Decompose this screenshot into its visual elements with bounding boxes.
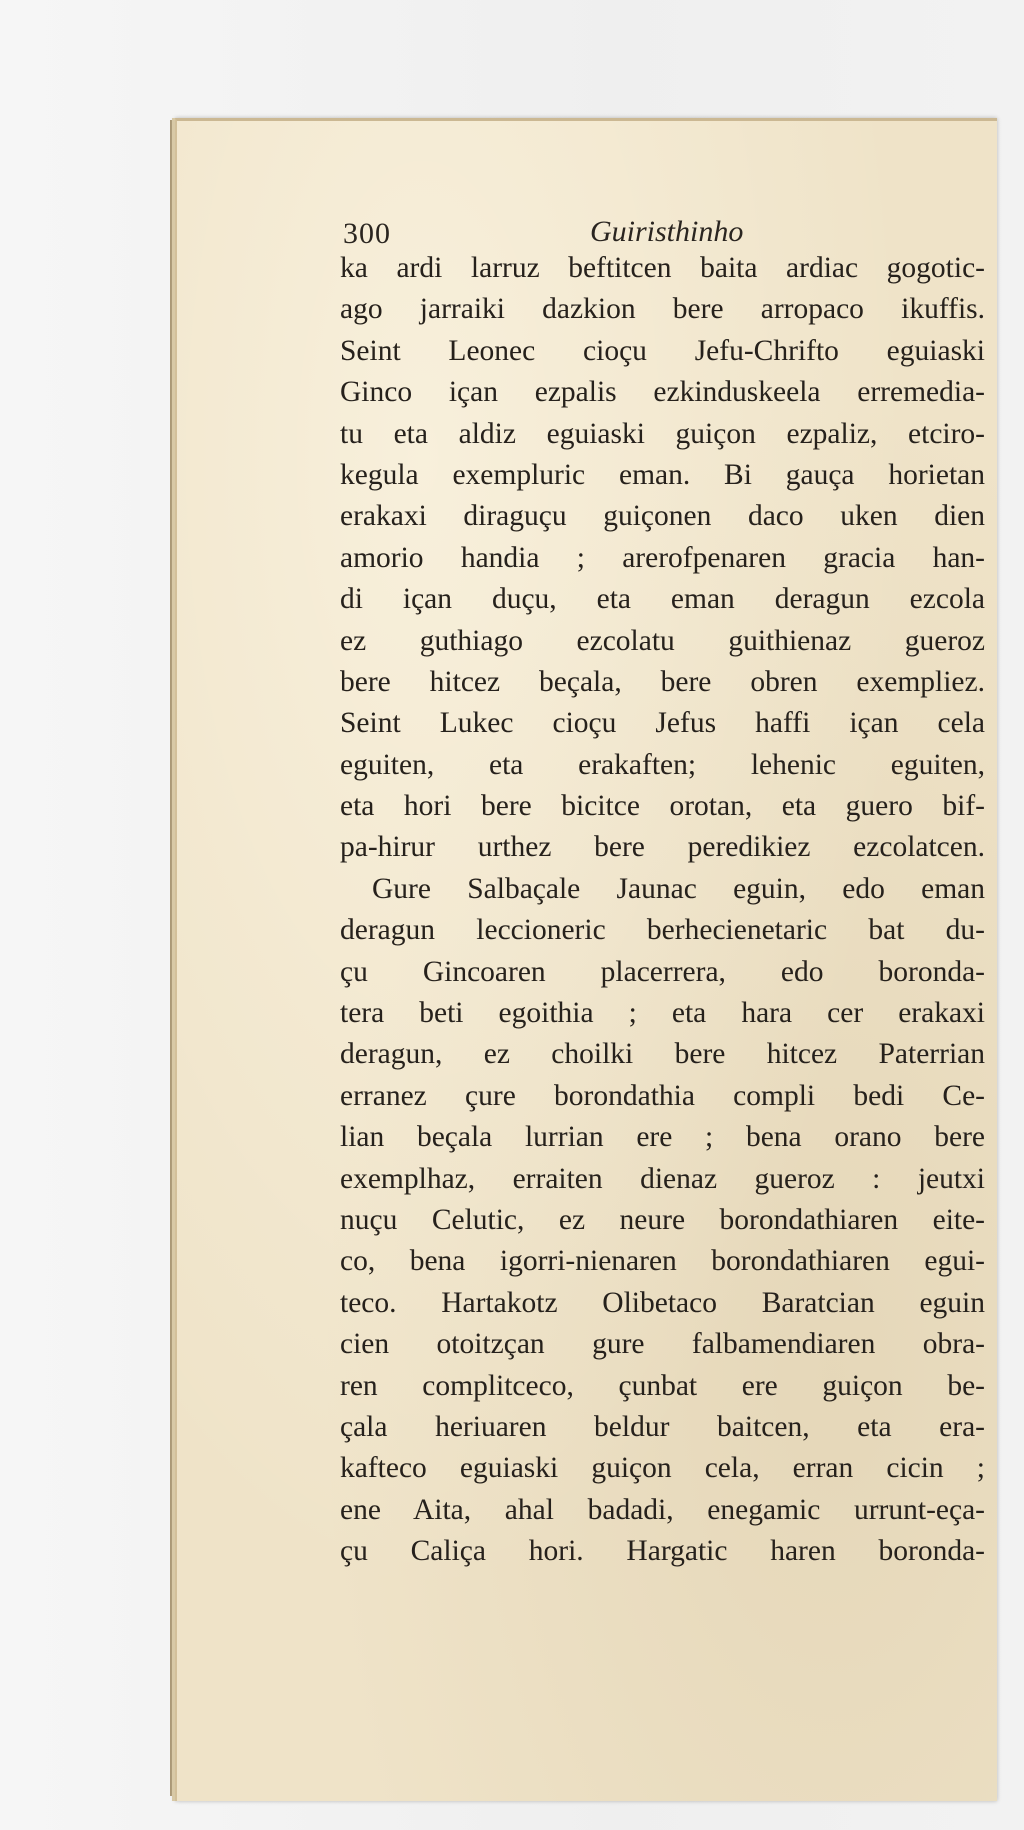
text-line: tu eta aldiz eguiaski guiçon ezpaliz, etciro- — [340, 417, 985, 450]
text-line: çala heriuaren beldur baitcen, eta era- — [340, 1410, 985, 1443]
text-line: ene Aita, ahal badadi, enegamic urrunt-eça- — [340, 1493, 985, 1526]
text-line: lian beçala lurrian ere ; bena orano bere — [340, 1121, 985, 1154]
text-line: cien otoitzçan gure falbamendiaren obra- — [340, 1328, 985, 1361]
text-line: eta hori bere bicitce orotan, eta guero bif- — [340, 790, 985, 823]
text-line: amorio handia ; arerofpenaren gracia han- — [340, 541, 985, 574]
text-line: Gure Salbaçale Jaunac eguin, edo eman — [372, 872, 985, 905]
text-line: Ginco içan ezpalis ezkinduskeela erremedia- — [340, 376, 985, 409]
text-line: nuçu Celutic, ez neure borondathiaren eite- — [340, 1203, 985, 1236]
page-number: 300 — [343, 217, 391, 250]
text-line: ren complitceco, çunbat ere guiçon be- — [340, 1369, 985, 1402]
text-line: tera beti egoithia ; eta hara cer erakaxi — [340, 997, 985, 1030]
text-line: Seint Lukec cioçu Jefus haffi içan cela — [340, 707, 985, 740]
text-line: deragun, ez choilki bere hitcez Paterrian — [340, 1038, 985, 1071]
text-line: ago jarraiki dazkion bere arropaco ikuffis. — [340, 293, 985, 326]
text-line: çu Gincoaren placerrera, edo boronda- — [340, 955, 985, 988]
text-line: ez guthiago ezcolatu guithienaz gueroz — [340, 624, 985, 657]
text-line: exemplhaz, erraiten dienaz gueroz : jeutxi — [340, 1162, 985, 1195]
text-line: ka ardi larruz beftitcen baita ardiac gogotic- — [340, 252, 985, 284]
body-text — [340, 248, 985, 1573]
text-line: pa-hirur urthez bere peredikiez ezcolatcen. — [340, 831, 985, 864]
text-line: Seint Leonec cioçu Jefu-Chrifto eguiaski — [340, 334, 985, 367]
text-line: teco. Hartakotz Olibetaco Baratcian eguin — [340, 1286, 985, 1319]
text-line: co, bena igorri-nienaren borondathiaren egui- — [340, 1245, 985, 1278]
text-line: deragun leccioneric berhecienetaric bat du- — [340, 914, 985, 947]
text-line: çu Caliça hori. Hargatic haren boronda- — [340, 1535, 985, 1568]
text-line: eguiten, eta erakaften; lehenic eguiten, — [340, 748, 985, 781]
text-line: kafteco eguiaski guiçon cela, erran cicin ; — [340, 1452, 985, 1485]
text-line: erranez çure borondathia compli bedi Ce- — [340, 1079, 985, 1112]
running-head: Guiristhinho — [590, 215, 744, 248]
text-line: di içan duçu, eta eman deragun ezcola — [340, 583, 985, 616]
text-line: bere hitcez beçala, bere obren exempliez. — [340, 665, 985, 698]
text-line: kegula exempluric eman. Bi gauça horietan — [340, 458, 985, 491]
text-line: erakaxi diraguçu guiçonen daco uken dien — [340, 500, 985, 533]
